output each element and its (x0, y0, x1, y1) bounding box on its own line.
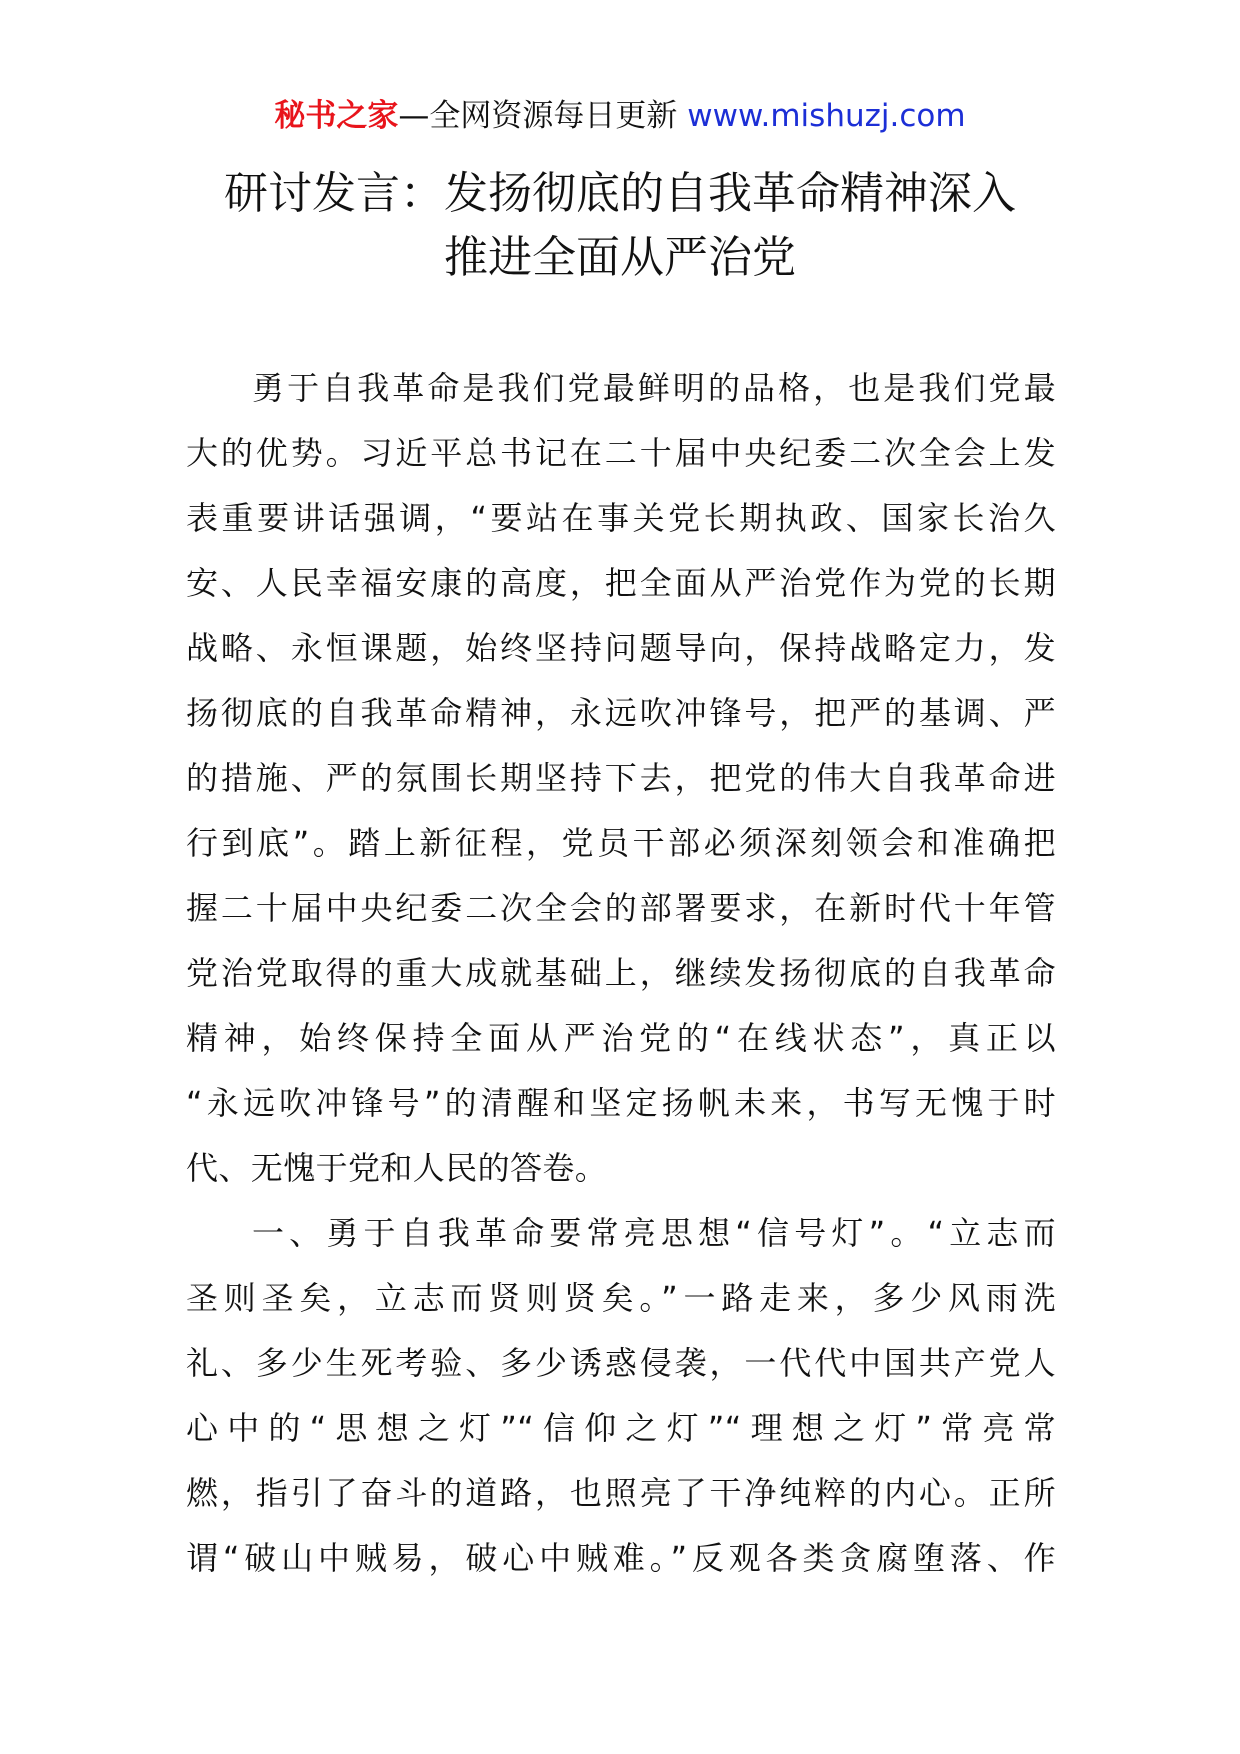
text-line: 握二十届中央纪委二次全会的部署要求，在新时代十年管 (186, 889, 1056, 927)
title-line-2: 推进全面从严治党 (444, 232, 796, 283)
text-line: 精神，始终保持全面从严治党的“在线状态”，真正以 (186, 1019, 1056, 1057)
paragraph-2 (186, 1201, 1056, 1591)
text-line: 扬彻底的自我革命精神，永远吹冲锋号，把严的基调、严 (186, 694, 1056, 732)
text-line: 大的优势。习近平总书记在二十届中央纪委二次全会上发 (186, 434, 1056, 472)
text-line: 谓“破山中贼易，破心中贼难。”反观各类贪腐堕落、作 (186, 1539, 1056, 1577)
text-line: 党治党取得的重大成就基础上，继续发扬彻底的自我革命 (186, 954, 1056, 992)
site-tagline: —全网资源每日更新 (398, 98, 688, 134)
text-line: 一、勇于自我革命要常亮思想“信号灯”。“立志而 (252, 1214, 1056, 1252)
text-line: “永远吹冲锋号”的清醒和坚定扬帆未来，书写无愧于时 (186, 1084, 1056, 1122)
site-header (0, 96, 1240, 136)
text-line: 礼、多少生死考验、多少诱惑侵袭，一代代中国共产党人 (186, 1344, 1056, 1382)
paragraph-1 (186, 356, 1056, 1201)
text-line: 心中的“思想之灯”“信仰之灯”“理想之灯”常亮常 (186, 1409, 1056, 1447)
text-line: 勇于自我革命是我们党最鲜明的品格，也是我们党最 (252, 369, 1056, 407)
site-url-link[interactable]: www.mishuzj.com (687, 98, 966, 134)
title-line-1: 研讨发言：发扬彻底的自我革命精神深入 (224, 168, 1016, 219)
text-line: 圣则圣矣，立志而贤则贤矣。”一路走来，多少风雨洗 (186, 1279, 1056, 1317)
text-line: 安、人民幸福安康的高度，把全面从严治党作为党的长期 (186, 564, 1056, 602)
text-line: 战略、永恒课题，始终坚持问题导向，保持战略定力，发 (186, 629, 1056, 667)
text-line: 代、无愧于党和人民的答卷。 (186, 1149, 608, 1187)
site-brand: 秘书之家 (274, 98, 399, 134)
text-line: 行到底”。踏上新征程，党员干部必须深刻领会和准确把 (186, 824, 1056, 862)
document-body (186, 356, 1056, 1591)
text-line: 表重要讲话强调，“要站在事关党长期执政、国家长治久 (186, 499, 1056, 537)
text-line: 的措施、严的氛围长期坚持下去，把党的伟大自我革命进 (186, 759, 1056, 797)
document-title (160, 162, 1080, 290)
text-line: 燃，指引了奋斗的道路，也照亮了干净纯粹的内心。正所 (186, 1474, 1056, 1512)
